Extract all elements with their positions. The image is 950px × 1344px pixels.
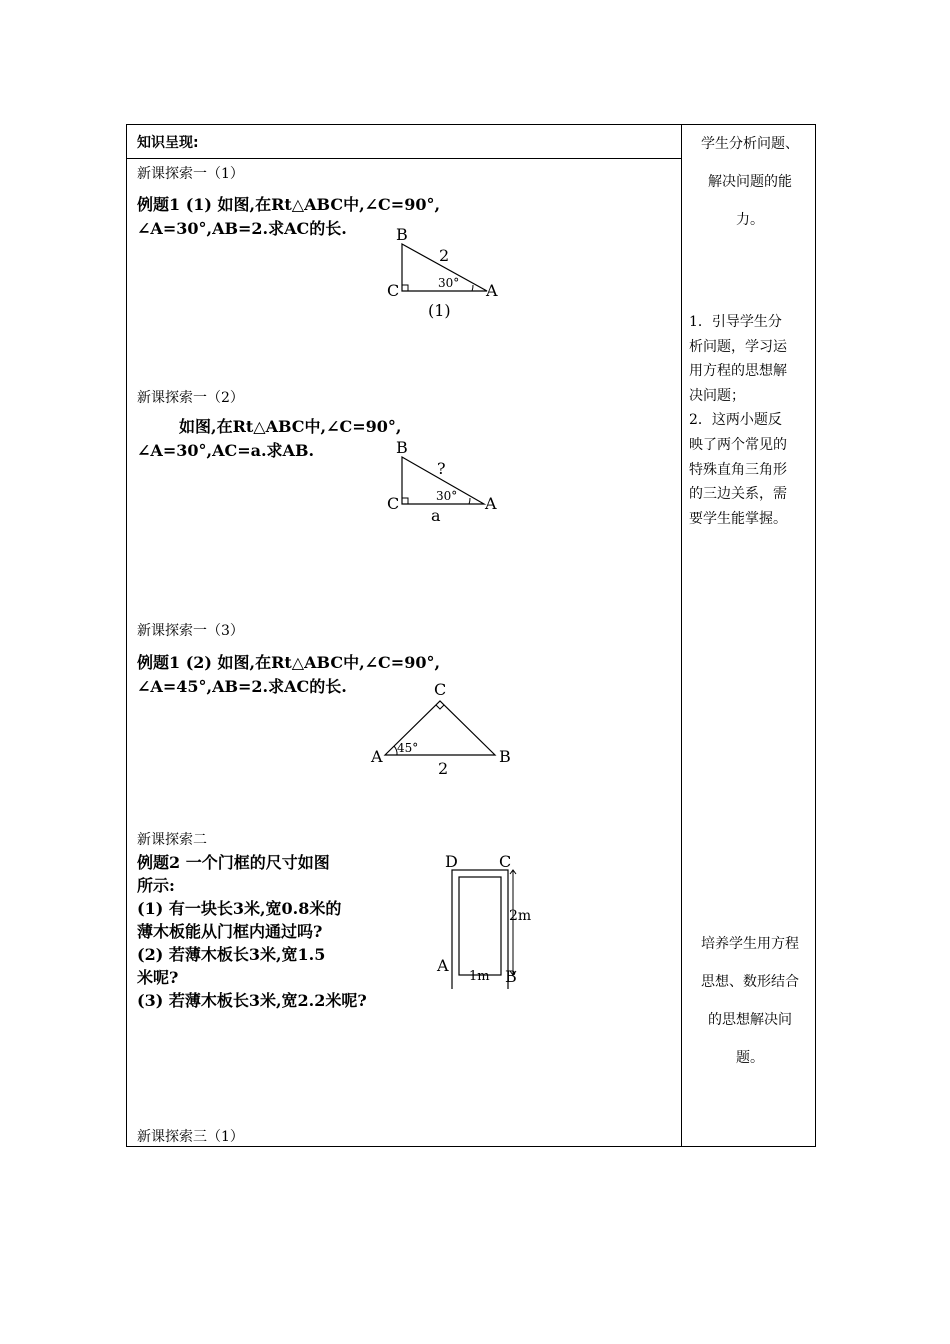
note-line: 2．这两小题反 bbox=[689, 412, 782, 429]
section-title-1-3: 新课探索一（3） bbox=[137, 623, 244, 639]
example-4-line-7: (3) 若薄木板长3米,宽2.2米呢? bbox=[137, 991, 367, 1010]
section-title-1-1: 新课探索一（1） bbox=[137, 166, 244, 182]
note-line: 析问题，学习运 bbox=[689, 338, 787, 355]
example-4-line-6: 米呢? bbox=[137, 968, 179, 987]
example-1-line-2: ∠A=30°,AB=2.求AC的长. bbox=[137, 219, 347, 238]
example-3-line-2: ∠A=45°,AB=2.求AC的长. bbox=[137, 677, 347, 696]
note-line: 映了两个常见的 bbox=[689, 436, 787, 453]
example-1-line-1: 例题1 (1) 如图,在Rt△ABC中,∠C=90°, bbox=[137, 195, 441, 214]
figure-caption: (1) bbox=[428, 301, 451, 320]
hypotenuse-label: 2 bbox=[439, 246, 450, 265]
angle-label: 30° bbox=[436, 489, 458, 503]
vertex-b-label: B bbox=[505, 967, 517, 986]
note-line: 题。 bbox=[736, 1050, 764, 1066]
note-line: 培养学生用方程 bbox=[701, 936, 799, 952]
sidebar-note-2 bbox=[689, 310, 811, 531]
example-4-line-2: 所示: bbox=[137, 876, 175, 895]
vertex-a-label: A bbox=[486, 281, 498, 300]
note-line: 力。 bbox=[736, 212, 764, 228]
example-2-line-1: 如图,在Rt△ABC中,∠C=90°, bbox=[179, 417, 402, 436]
note-line: 学生分析问题、 bbox=[701, 136, 799, 152]
note-line: 决问题； bbox=[689, 387, 745, 404]
door-frame-figure bbox=[432, 849, 542, 989]
vertex-b-label: B bbox=[396, 225, 408, 244]
sidebar-note-1 bbox=[689, 125, 811, 239]
vertex-a-label: A bbox=[437, 956, 449, 975]
example-3-line-1: 例题1 (2) 如图,在Rt△ABC中,∠C=90°, bbox=[137, 653, 441, 672]
note-line: 用方程的思想解 bbox=[689, 363, 787, 380]
vertex-c-label: C bbox=[499, 852, 512, 871]
vertex-c-label: C bbox=[387, 494, 400, 513]
angle-label: 45° bbox=[397, 741, 419, 755]
triangle-figure-2 bbox=[382, 435, 502, 527]
section-title-3-1: 新课探索三（1） bbox=[137, 1129, 244, 1145]
example-4-line-5: (2) 若薄木板长3米,宽1.5 bbox=[137, 945, 326, 964]
lesson-table bbox=[126, 124, 816, 1147]
note-line: 的三边关系，需 bbox=[689, 486, 787, 503]
triangle-figure-1 bbox=[382, 222, 502, 322]
note-line: 的思想解决问 bbox=[708, 1012, 792, 1028]
note-line: 1．引导学生分 bbox=[689, 314, 782, 330]
vertex-c-label: C bbox=[434, 680, 447, 699]
header-row-divider bbox=[127, 158, 681, 159]
hypotenuse-label: ? bbox=[437, 459, 446, 478]
triangle-figure-3 bbox=[367, 673, 517, 777]
sidebar-note-3 bbox=[689, 925, 811, 1077]
column-divider bbox=[681, 125, 682, 1146]
vertex-a-label: A bbox=[371, 747, 383, 766]
height-label: 2m bbox=[509, 908, 532, 924]
example-4-line-4: 薄木板能从门框内通过吗? bbox=[137, 922, 323, 941]
example-2-line-2: ∠A=30°,AC=a.求AB. bbox=[137, 441, 315, 460]
vertex-a-label: A bbox=[485, 494, 497, 513]
vertex-d-label: D bbox=[445, 852, 458, 871]
base-label: a bbox=[431, 506, 441, 525]
note-line: 解决问题的能 bbox=[708, 174, 792, 190]
vertex-b-label: B bbox=[396, 438, 408, 457]
section-title-1-2: 新课探索一（2） bbox=[137, 390, 244, 406]
angle-label: 30° bbox=[438, 276, 460, 290]
base-label: 2 bbox=[438, 759, 449, 777]
width-label: 1m bbox=[469, 969, 490, 984]
section-title-2: 新课探索二 bbox=[137, 832, 207, 848]
example-4-line-3: (1) 有一块长3米,宽0.8米的 bbox=[137, 899, 342, 918]
vertex-b-label: B bbox=[499, 747, 511, 766]
example-4-line-1: 例题2 一个门框的尺寸如图 bbox=[137, 853, 330, 872]
note-line: 要学生能掌握。 bbox=[689, 510, 787, 527]
note-line: 思想、数形结合 bbox=[701, 974, 799, 990]
note-line: 特殊直角三角形 bbox=[689, 461, 787, 478]
vertex-c-label: C bbox=[387, 281, 400, 300]
knowledge-header: 知识呈现: bbox=[137, 135, 199, 151]
